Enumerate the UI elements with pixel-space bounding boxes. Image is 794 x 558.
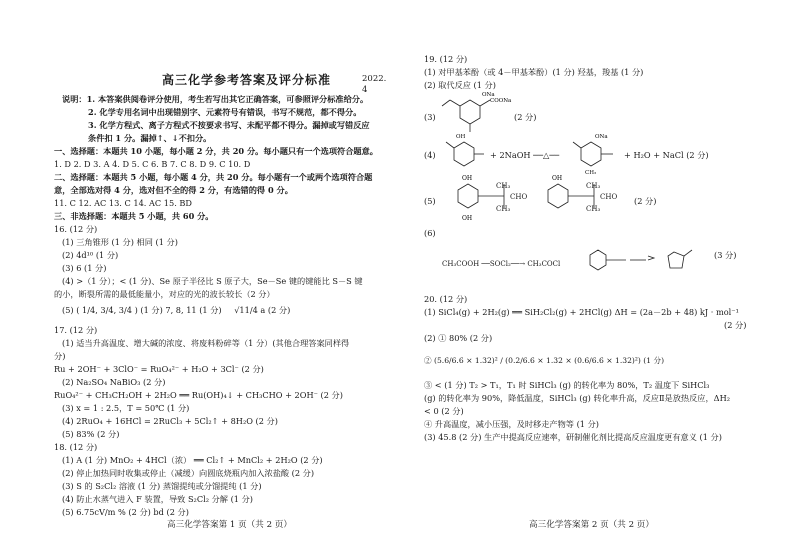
q17-line: (4) 2RuO₄ + 16HCl = 2RuCl₃ + 5Cl₂↑ + 8H₂O (2 分) (62, 416, 278, 426)
answer-page-1 (54, 0, 392, 558)
q17-line: RuO₄²⁻ + CH₃CH₂OH + 2H₂O ══ Ru(OH)₄↓ + CH₃CHO + 2OH⁻ (2 分) (54, 390, 343, 400)
q16-line: (1) 三角锥形 (1 分) 相同 (1 分) (62, 237, 178, 247)
q20-part2-expression: ② (5.6/6.6 × 1.32)² / (0.2/6.6 × 1.32 × (0.6/6.6 × 1.32)²) (1 分) (424, 356, 665, 365)
q18-line: (3) S 的 S₂Cl₂ 溶液 (1 分) 蒸馏提纯或分馏提纯 (1 分) (62, 481, 262, 491)
q16-line: (3) 6 (1 分) (62, 263, 107, 273)
q18-line: (1) A (1 分) MnO₂ + 4HCl（浓） ══ Cl₂↑ + MnCl₂ + 2H₂O (2 分) (62, 455, 323, 465)
q20-line: (g) 的转化率为 90%，降低温度，SiHCl₃ (g) 转化率升高，反应Ⅱ是放热反应，ΔH₂ (424, 393, 730, 403)
q20-line: ③ < (1 分) T₂ > T₁，T₁ 时 SiHCl₃ (g) 的转化率为 80%，T₂ 温度下 SiHCl₃ (424, 380, 710, 390)
section3-heading: 三、非选择题：本题共 5 小题，共 60 分。 (54, 211, 214, 221)
section1-answers: 1. D 2. D 3. A 4. D 5. C 6. B 7. C 8. D 9. C 10. D (54, 159, 251, 169)
q19-part6-route: CH₃COOH ──SOCl₂──→ CH₃COCl (442, 260, 561, 268)
note-line: 条件扣 1 分。漏掉↑、↓不扣分。 (88, 133, 212, 143)
page-title: 高三化学参考答案及评分标准 (162, 73, 332, 87)
q19-part6-route-structures (574, 236, 714, 286)
note-line: 3. 化学方程式、离子方程式不按要求书写、未配平都不得分。漏掉或写错反应 (88, 120, 370, 130)
q17-line: (3) x = 1 : 2.5，T = 50℃ (1 分) (62, 403, 190, 413)
q20-line: (3) 45.8 (2 分) 生产中提高反应速率，研制催化剂比提高反应温度更有意义 (1 分) (424, 432, 722, 442)
q19-line: (1) 对甲基苯酚（或 4－甲基苯酚）(1 分) 羟基，羧基 (1 分) (424, 67, 644, 77)
section2-answers: 11. C 12. AC 13. C 14. AC 15. BD (54, 198, 192, 208)
q19-part5-score: (2 分) (634, 196, 657, 206)
q19-line: (2) 取代反应 (1 分) (424, 80, 496, 90)
q19-part3-structure (442, 88, 512, 133)
q18-line: (5) 6.75cV/m % (2 分) bd (2 分) (62, 507, 189, 517)
q18-line: (4) 防止水蒸气进入 F 装置，导致 S₂Cl₂ 分解 (1 分) (62, 494, 253, 504)
page-footer: 高三化学答案第 2 页（共 2 页） (529, 520, 654, 530)
q19-part4-products: + H₂O + NaCl (2 分) (624, 150, 709, 160)
q17-line: (1) 适当升高温度、增大碱的浓度、将废料粉碎等（1 分）(其他合理答案同样得 (62, 338, 350, 348)
q20-line: < 0 (2 分) (424, 406, 464, 416)
q19-part3-score: (2 分) (514, 112, 537, 122)
q19-part6-label: (6) (424, 228, 436, 238)
q19-header: 19. (12 分) (424, 54, 468, 64)
q16-part5: (5) ( 1/4, 3/4, 3/4 ) (1 分) 7, 8, 11 (1 分) √11/4 a (2 分) (62, 305, 291, 315)
q17-line: (2) Na₂SO₄ NaBiO₃ (2 分) (62, 377, 166, 387)
q19-part4-product (569, 132, 624, 174)
q17-line: (5) 83% (2 分) (62, 429, 120, 439)
q17-header: 17. (12 分) (54, 325, 98, 335)
page-date: 2022. 4 (362, 74, 387, 96)
svg-text:ONa: ONa (482, 92, 495, 98)
q19-cho-label: CHO (510, 193, 528, 201)
section2-heading: 二、选择题：本题共 5 小题，每小题 4 分，共 20 分。每小题有一个或两个选项符合题 (54, 172, 373, 182)
q20-line: (2) ① 80% (2 分) (424, 333, 493, 343)
answer-page-2 (424, 0, 754, 558)
q19-ch3-label: CH₃ (586, 205, 601, 213)
q19-cho-label: CHO (600, 193, 618, 201)
q19-ch3-label: CH₃ (586, 182, 601, 190)
q20-header: 20. (12 分) (424, 294, 468, 304)
page-footer: 高三化学答案第 1 页（共 2 页） (167, 520, 292, 530)
svg-text:COONa: COONa (490, 98, 512, 104)
svg-text:CH₃: CH₃ (585, 170, 597, 176)
q20-line: ④ 升高温度，减小压强，及时移走产物等 (1 分) (424, 419, 599, 429)
q17-line: Ru + 2OH⁻ + 3ClO⁻ = RuO₄²⁻ + H₂O + 3Cl⁻ (2 分) (54, 364, 264, 374)
q19-part4-label: (4) (424, 150, 436, 160)
q18-header: 18. (12 分) (54, 442, 98, 452)
q19-ch3-label: CH₃ (496, 205, 511, 213)
q18-line: (2) 停止加热同时收集或停止（减缓）向圆底烧瓶内加入浓盐酸 (2 分) (62, 468, 315, 478)
svg-text:OH: OH (462, 175, 473, 182)
q19-ch3-label: CH₃ (496, 182, 511, 190)
q19-part4-reactant (442, 132, 490, 174)
svg-text:OH: OH (552, 175, 563, 182)
q20-score: (2 分) (724, 320, 747, 330)
q16-line: (2) 4d¹⁰ (1 分) (62, 250, 119, 260)
q19-part3-label: (3) (424, 112, 436, 122)
section1-heading: 一、选择题：本题共 10 小题，每小题 2 分，共 20 分。每小题只有一个选项符合题意。 (54, 146, 378, 156)
note-line: 说明：1. 本答案供阅卷评分使用，考生若写出其它正确答案，可参照评分标准给分。 (62, 94, 369, 104)
q20-line: (1) SiCl₄(g) + 2H₂(g) ══ SiH₂Cl₂(g) + 2HCl(g) ΔH = (2a－2b + 48) kJ · mol⁻¹ (424, 307, 739, 317)
svg-text:ONa: ONa (595, 134, 608, 140)
section2-heading-cont: 意，全部选对得 4 分，选对但不全的得 2 分，有选错的得 0 分。 (54, 185, 293, 195)
q19-part4-reagents: + 2NaOH ──△── (490, 150, 560, 160)
q17-line: 分) (54, 351, 66, 361)
q19-part5-label: (5) (424, 196, 436, 206)
note-line: 2. 化学专用名词中出现错别字、元素符号有错误，书写不规范，都不得分。 (88, 107, 362, 117)
svg-text:OH: OH (462, 215, 473, 222)
svg-text:OH: OH (456, 134, 466, 140)
q16-line: (4) >（1 分）；< (1 分)、Se 原子半径比 S 原子大，Se－Se 键的键能比 S－S 键 (62, 276, 363, 286)
q16-line: 的小，断裂所需的最低能量小，对应的光的波长较长（2 分） (54, 289, 275, 299)
q16-header: 16. (12 分) (54, 224, 98, 234)
q19-part6-score: (3 分) (714, 250, 737, 260)
